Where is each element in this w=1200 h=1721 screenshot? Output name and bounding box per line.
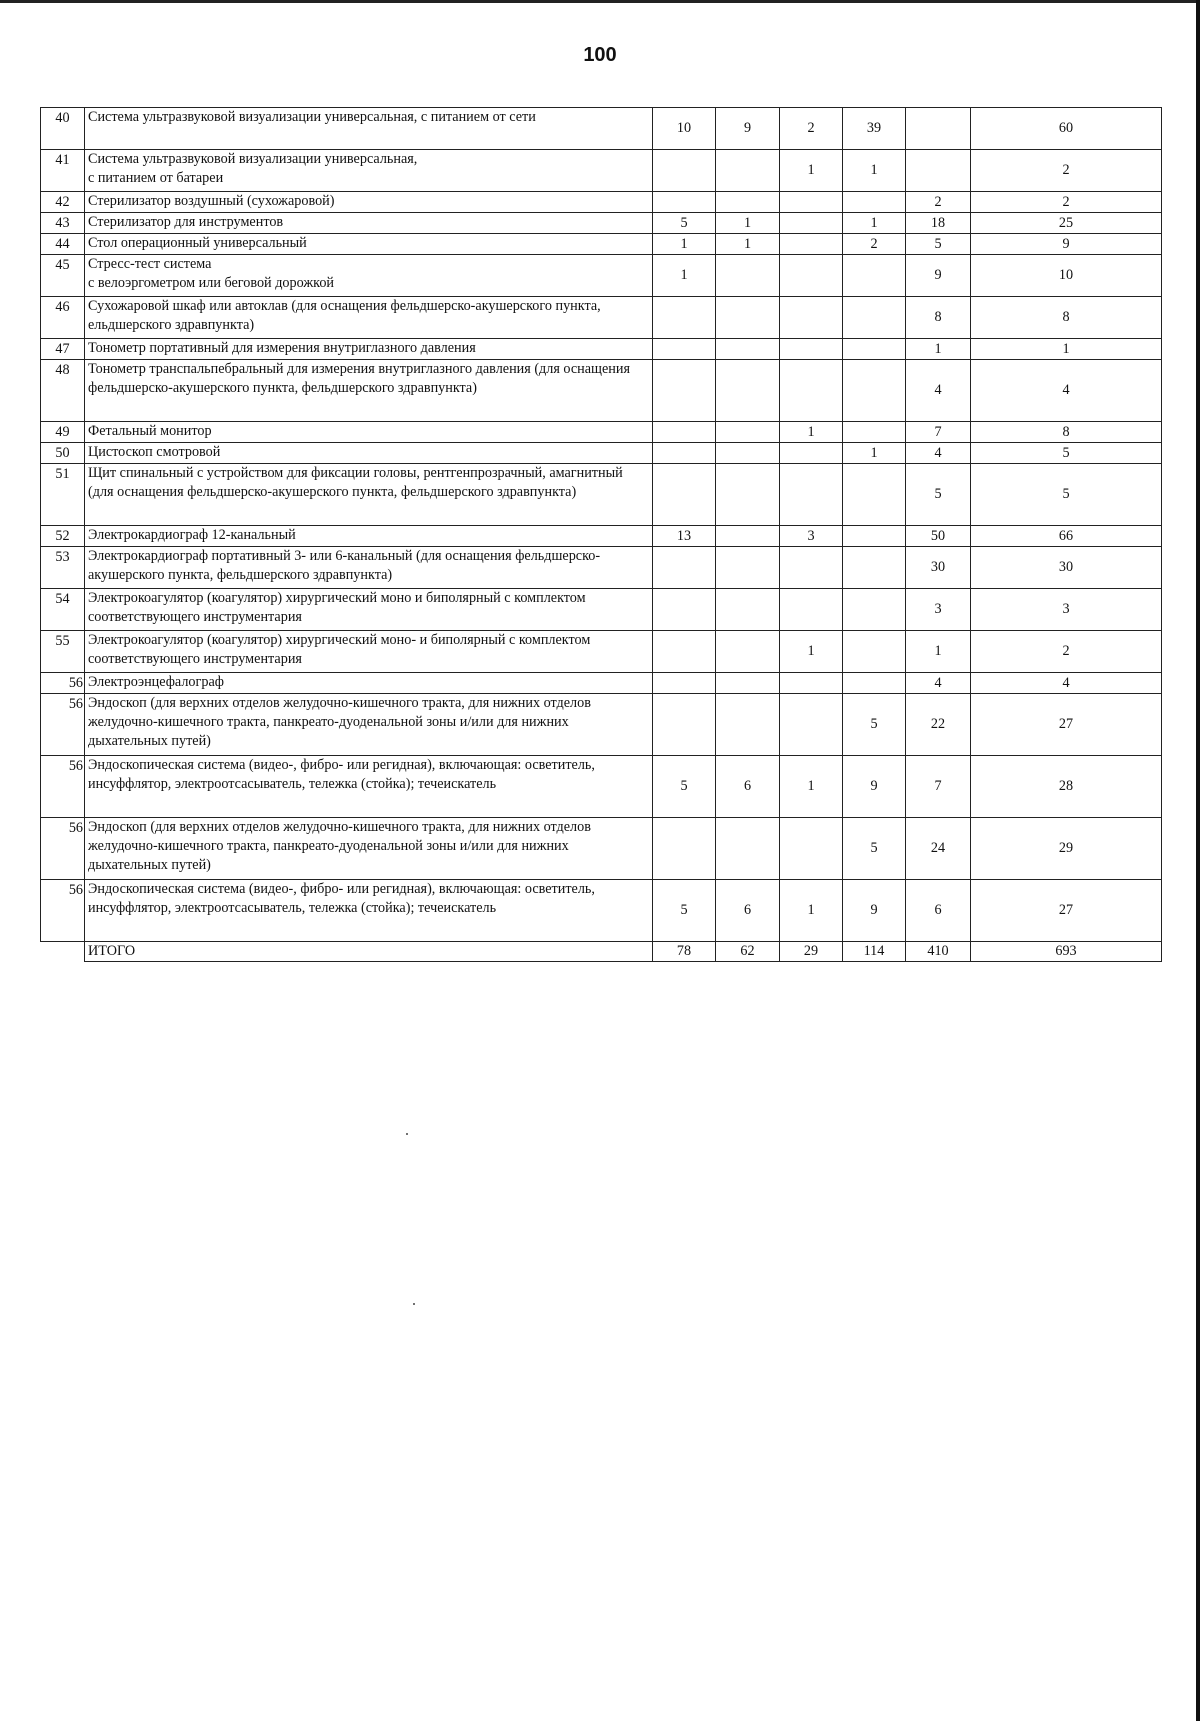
quantity-cell (843, 297, 906, 339)
row-number: 52 (41, 526, 85, 547)
row-number: 49 (41, 422, 85, 443)
quantity-cell (843, 255, 906, 297)
quantity-cell (843, 339, 906, 360)
quantity-cell: 9 (971, 234, 1162, 255)
row-number: 41 (41, 150, 85, 192)
equipment-name: Стерилизатор воздушный (сухожаровой) (85, 192, 653, 213)
equipment-name: Эндоскопическая система (видео-, фибро- или регидная), включающая: осветитель, инсуффлятор, электроотсасыватель, тележка (стойка); течеискатель (85, 880, 653, 942)
total-label: ИТОГО (85, 942, 653, 962)
quantity-cell: 50 (906, 526, 971, 547)
total-row (41, 942, 1162, 962)
scan-speck (406, 1133, 408, 1135)
quantity-cell: 4 (906, 360, 971, 422)
quantity-cell (843, 422, 906, 443)
equipment-name: Стерилизатор для инструментов (85, 213, 653, 234)
quantity-cell (716, 443, 780, 464)
quantity-cell: 8 (971, 422, 1162, 443)
quantity-cell (653, 422, 716, 443)
top-page-border (0, 0, 1200, 3)
quantity-cell: 5 (653, 756, 716, 818)
equipment-name: Сухожаровой шкаф или автоклав (для оснащения фельдшерско-акушерского пункта, ельдшерского здравпункта) (85, 297, 653, 339)
quantity-cell: 5 (843, 694, 906, 756)
quantity-cell (716, 589, 780, 631)
equipment-name: Фетальный монитор (85, 422, 653, 443)
quantity-cell (780, 255, 843, 297)
table-row (41, 631, 1162, 673)
table-row (41, 526, 1162, 547)
table-row (41, 818, 1162, 880)
quantity-cell: 66 (971, 526, 1162, 547)
quantity-cell: 2 (971, 192, 1162, 213)
row-number: 44 (41, 234, 85, 255)
quantity-cell (653, 673, 716, 694)
equipment-name: Электроэнцефалограф (85, 673, 653, 694)
quantity-cell (716, 464, 780, 526)
equipment-name: Эндоскоп (для верхних отделов желудочно-кишечного тракта, для нижних отделов желудочно-кишечного тракта, панкреато-дуоденальной зоны и/или для нижних дыхательных путей) (85, 818, 653, 880)
equipment-name: Тонометр транспальпебральный для измерения внутриглазного давления (для оснащения фельдшерско-акушерского пункта, фельдшерского здравпункта) (85, 360, 653, 422)
quantity-cell: 1 (653, 234, 716, 255)
equipment-name: Цистоскоп смотровой (85, 443, 653, 464)
quantity-cell (716, 547, 780, 589)
quantity-cell: 28 (971, 756, 1162, 818)
equipment-name: Эндоскоп (для верхних отделов желудочно-кишечного тракта, для нижних отделов желудочно-кишечного тракта, панкреато-дуоденальной зоны и/или для нижних дыхательных путей) (85, 694, 653, 756)
equipment-name: Стресс-тест система с велоэргометром или беговой дорожкой (85, 255, 653, 297)
quantity-cell: 5 (971, 464, 1162, 526)
quantity-cell: 4 (971, 673, 1162, 694)
quantity-cell: 9 (716, 108, 780, 150)
quantity-cell: 1 (716, 213, 780, 234)
quantity-cell: 2 (843, 234, 906, 255)
table-row (41, 192, 1162, 213)
table-row (41, 756, 1162, 818)
table-row (41, 464, 1162, 526)
table-row (41, 360, 1162, 422)
row-number: 43 (41, 213, 85, 234)
quantity-cell: 30 (971, 547, 1162, 589)
quantity-cell: 1 (971, 339, 1162, 360)
quantity-cell: 39 (843, 108, 906, 150)
quantity-cell: 5 (971, 443, 1162, 464)
quantity-cell: 7 (906, 422, 971, 443)
row-number: 45 (41, 255, 85, 297)
scan-speck (413, 1303, 415, 1305)
quantity-cell (843, 360, 906, 422)
quantity-cell: 22 (906, 694, 971, 756)
quantity-cell: 5 (653, 880, 716, 942)
equipment-name: Электрокоагулятор (коагулятор) хирургический моно- и биполярный с комплектом соответствующего инструментария (85, 631, 653, 673)
equipment-name: Стол операционный универсальный (85, 234, 653, 255)
quantity-cell (716, 526, 780, 547)
row-number: 47 (41, 339, 85, 360)
right-page-border (1196, 0, 1200, 1721)
total-value: 410 (906, 942, 971, 962)
quantity-cell: 1 (653, 255, 716, 297)
quantity-cell (843, 673, 906, 694)
total-value: 114 (843, 942, 906, 962)
quantity-cell: 1 (780, 422, 843, 443)
row-number: 51 (41, 464, 85, 526)
quantity-cell (780, 818, 843, 880)
quantity-cell (780, 339, 843, 360)
quantity-cell: 6 (906, 880, 971, 942)
quantity-cell: 25 (971, 213, 1162, 234)
total-value: 29 (780, 942, 843, 962)
quantity-cell (716, 339, 780, 360)
equipment-name: Щит спинальный с устройством для фиксации головы, рентгенпрозрачный, амагнитный (для оснащения фельдшерско-акушерского пункта, фельдшерского здравпункта) (85, 464, 653, 526)
quantity-cell (653, 694, 716, 756)
row-number: 53 (41, 547, 85, 589)
quantity-cell (653, 631, 716, 673)
quantity-cell (843, 192, 906, 213)
quantity-cell (653, 443, 716, 464)
row-number: 56 (41, 673, 85, 694)
table-row (41, 694, 1162, 756)
table-row (41, 297, 1162, 339)
table-row (41, 673, 1162, 694)
quantity-cell (843, 631, 906, 673)
quantity-cell: 24 (906, 818, 971, 880)
table-row (41, 547, 1162, 589)
quantity-cell: 9 (843, 880, 906, 942)
table-row (41, 213, 1162, 234)
row-number: 42 (41, 192, 85, 213)
quantity-cell: 18 (906, 213, 971, 234)
quantity-cell (843, 464, 906, 526)
quantity-cell: 13 (653, 526, 716, 547)
equipment-name: Система ультразвуковой визуализации универсальная, с питанием от батареи (85, 150, 653, 192)
quantity-cell: 1 (780, 756, 843, 818)
quantity-cell: 2 (971, 631, 1162, 673)
quantity-cell (843, 589, 906, 631)
quantity-cell (716, 297, 780, 339)
quantity-cell: 1 (780, 631, 843, 673)
row-number: 55 (41, 631, 85, 673)
quantity-cell (653, 297, 716, 339)
quantity-cell (906, 150, 971, 192)
row-number: 46 (41, 297, 85, 339)
row-number: 56 (41, 694, 85, 756)
quantity-cell: 10 (971, 255, 1162, 297)
equipment-name: Система ультразвуковой визуализации универсальная, с питанием от сети (85, 108, 653, 150)
quantity-cell: 1 (780, 150, 843, 192)
table-row (41, 880, 1162, 942)
quantity-cell (716, 192, 780, 213)
table-body (41, 108, 1162, 962)
quantity-cell: 4 (906, 673, 971, 694)
equipment-table (40, 107, 1162, 962)
quantity-cell: 10 (653, 108, 716, 150)
quantity-cell: 7 (906, 756, 971, 818)
total-value: 62 (716, 942, 780, 962)
quantity-cell (843, 526, 906, 547)
quantity-cell (716, 818, 780, 880)
quantity-cell (653, 192, 716, 213)
quantity-cell (780, 443, 843, 464)
quantity-cell (780, 673, 843, 694)
row-number: 56 (41, 880, 85, 942)
row-number: 56 (41, 818, 85, 880)
quantity-cell (653, 339, 716, 360)
quantity-cell: 5 (906, 464, 971, 526)
row-number: 56 (41, 756, 85, 818)
quantity-cell: 1 (843, 213, 906, 234)
quantity-cell: 30 (906, 547, 971, 589)
quantity-cell: 60 (971, 108, 1162, 150)
table-row (41, 339, 1162, 360)
row-number: 54 (41, 589, 85, 631)
quantity-cell (653, 464, 716, 526)
quantity-cell (716, 673, 780, 694)
equipment-name: Электрокардиограф 12-канальный (85, 526, 653, 547)
row-number: 40 (41, 108, 85, 150)
quantity-cell: 2 (780, 108, 843, 150)
quantity-cell: 29 (971, 818, 1162, 880)
table-row (41, 443, 1162, 464)
table-row (41, 589, 1162, 631)
quantity-cell (780, 297, 843, 339)
quantity-cell: 27 (971, 880, 1162, 942)
table-row (41, 234, 1162, 255)
quantity-cell (653, 150, 716, 192)
page-number: 100 (583, 44, 617, 66)
quantity-cell: 4 (971, 360, 1162, 422)
quantity-cell: 2 (906, 192, 971, 213)
quantity-cell: 1 (780, 880, 843, 942)
quantity-cell (653, 818, 716, 880)
quantity-cell (780, 213, 843, 234)
equipment-name: Эндоскопическая система (видео-, фибро- или регидная), включающая: осветитель, инсуффлятор, электроотсасыватель, тележка (стойка); течеискатель (85, 756, 653, 818)
quantity-cell (780, 192, 843, 213)
quantity-cell (780, 694, 843, 756)
quantity-cell: 1 (843, 150, 906, 192)
quantity-cell: 3 (906, 589, 971, 631)
quantity-cell (716, 694, 780, 756)
quantity-cell (780, 360, 843, 422)
quantity-cell (716, 255, 780, 297)
row-number: 50 (41, 443, 85, 464)
equipment-name: Электрокардиограф портативный 3- или 6-канальный (для оснащения фельдшерско-акушерского пункта, фельдшерского здравпункта) (85, 547, 653, 589)
quantity-cell: 1 (716, 234, 780, 255)
quantity-cell (653, 547, 716, 589)
quantity-cell: 2 (971, 150, 1162, 192)
table-row (41, 255, 1162, 297)
quantity-cell: 4 (906, 443, 971, 464)
quantity-cell (780, 547, 843, 589)
quantity-cell: 1 (843, 443, 906, 464)
quantity-cell: 9 (906, 255, 971, 297)
quantity-cell (716, 150, 780, 192)
total-value: 78 (653, 942, 716, 962)
quantity-cell: 3 (780, 526, 843, 547)
quantity-cell: 27 (971, 694, 1162, 756)
quantity-cell (716, 422, 780, 443)
quantity-cell: 1 (906, 631, 971, 673)
quantity-cell: 5 (653, 213, 716, 234)
quantity-cell: 6 (716, 756, 780, 818)
quantity-cell: 6 (716, 880, 780, 942)
quantity-cell (780, 464, 843, 526)
quantity-cell: 1 (906, 339, 971, 360)
quantity-cell: 8 (906, 297, 971, 339)
total-value: 693 (971, 942, 1162, 962)
quantity-cell: 8 (971, 297, 1162, 339)
equipment-name: Тонометр портативный для измерения внутриглазного давления (85, 339, 653, 360)
quantity-cell (653, 360, 716, 422)
quantity-cell: 9 (843, 756, 906, 818)
quantity-cell (653, 589, 716, 631)
quantity-cell (780, 234, 843, 255)
equipment-name: Электрокоагулятор (коагулятор) хирургический моно и биполярный с комплектом соответствующего инструментария (85, 589, 653, 631)
quantity-cell (716, 360, 780, 422)
quantity-cell: 5 (843, 818, 906, 880)
quantity-cell (906, 108, 971, 150)
quantity-cell (716, 631, 780, 673)
row-number: 48 (41, 360, 85, 422)
quantity-cell: 3 (971, 589, 1162, 631)
total-blank-cell (41, 942, 85, 962)
table-row (41, 150, 1162, 192)
quantity-cell (843, 547, 906, 589)
table-row (41, 422, 1162, 443)
quantity-cell: 5 (906, 234, 971, 255)
quantity-cell (780, 589, 843, 631)
table-row (41, 108, 1162, 150)
